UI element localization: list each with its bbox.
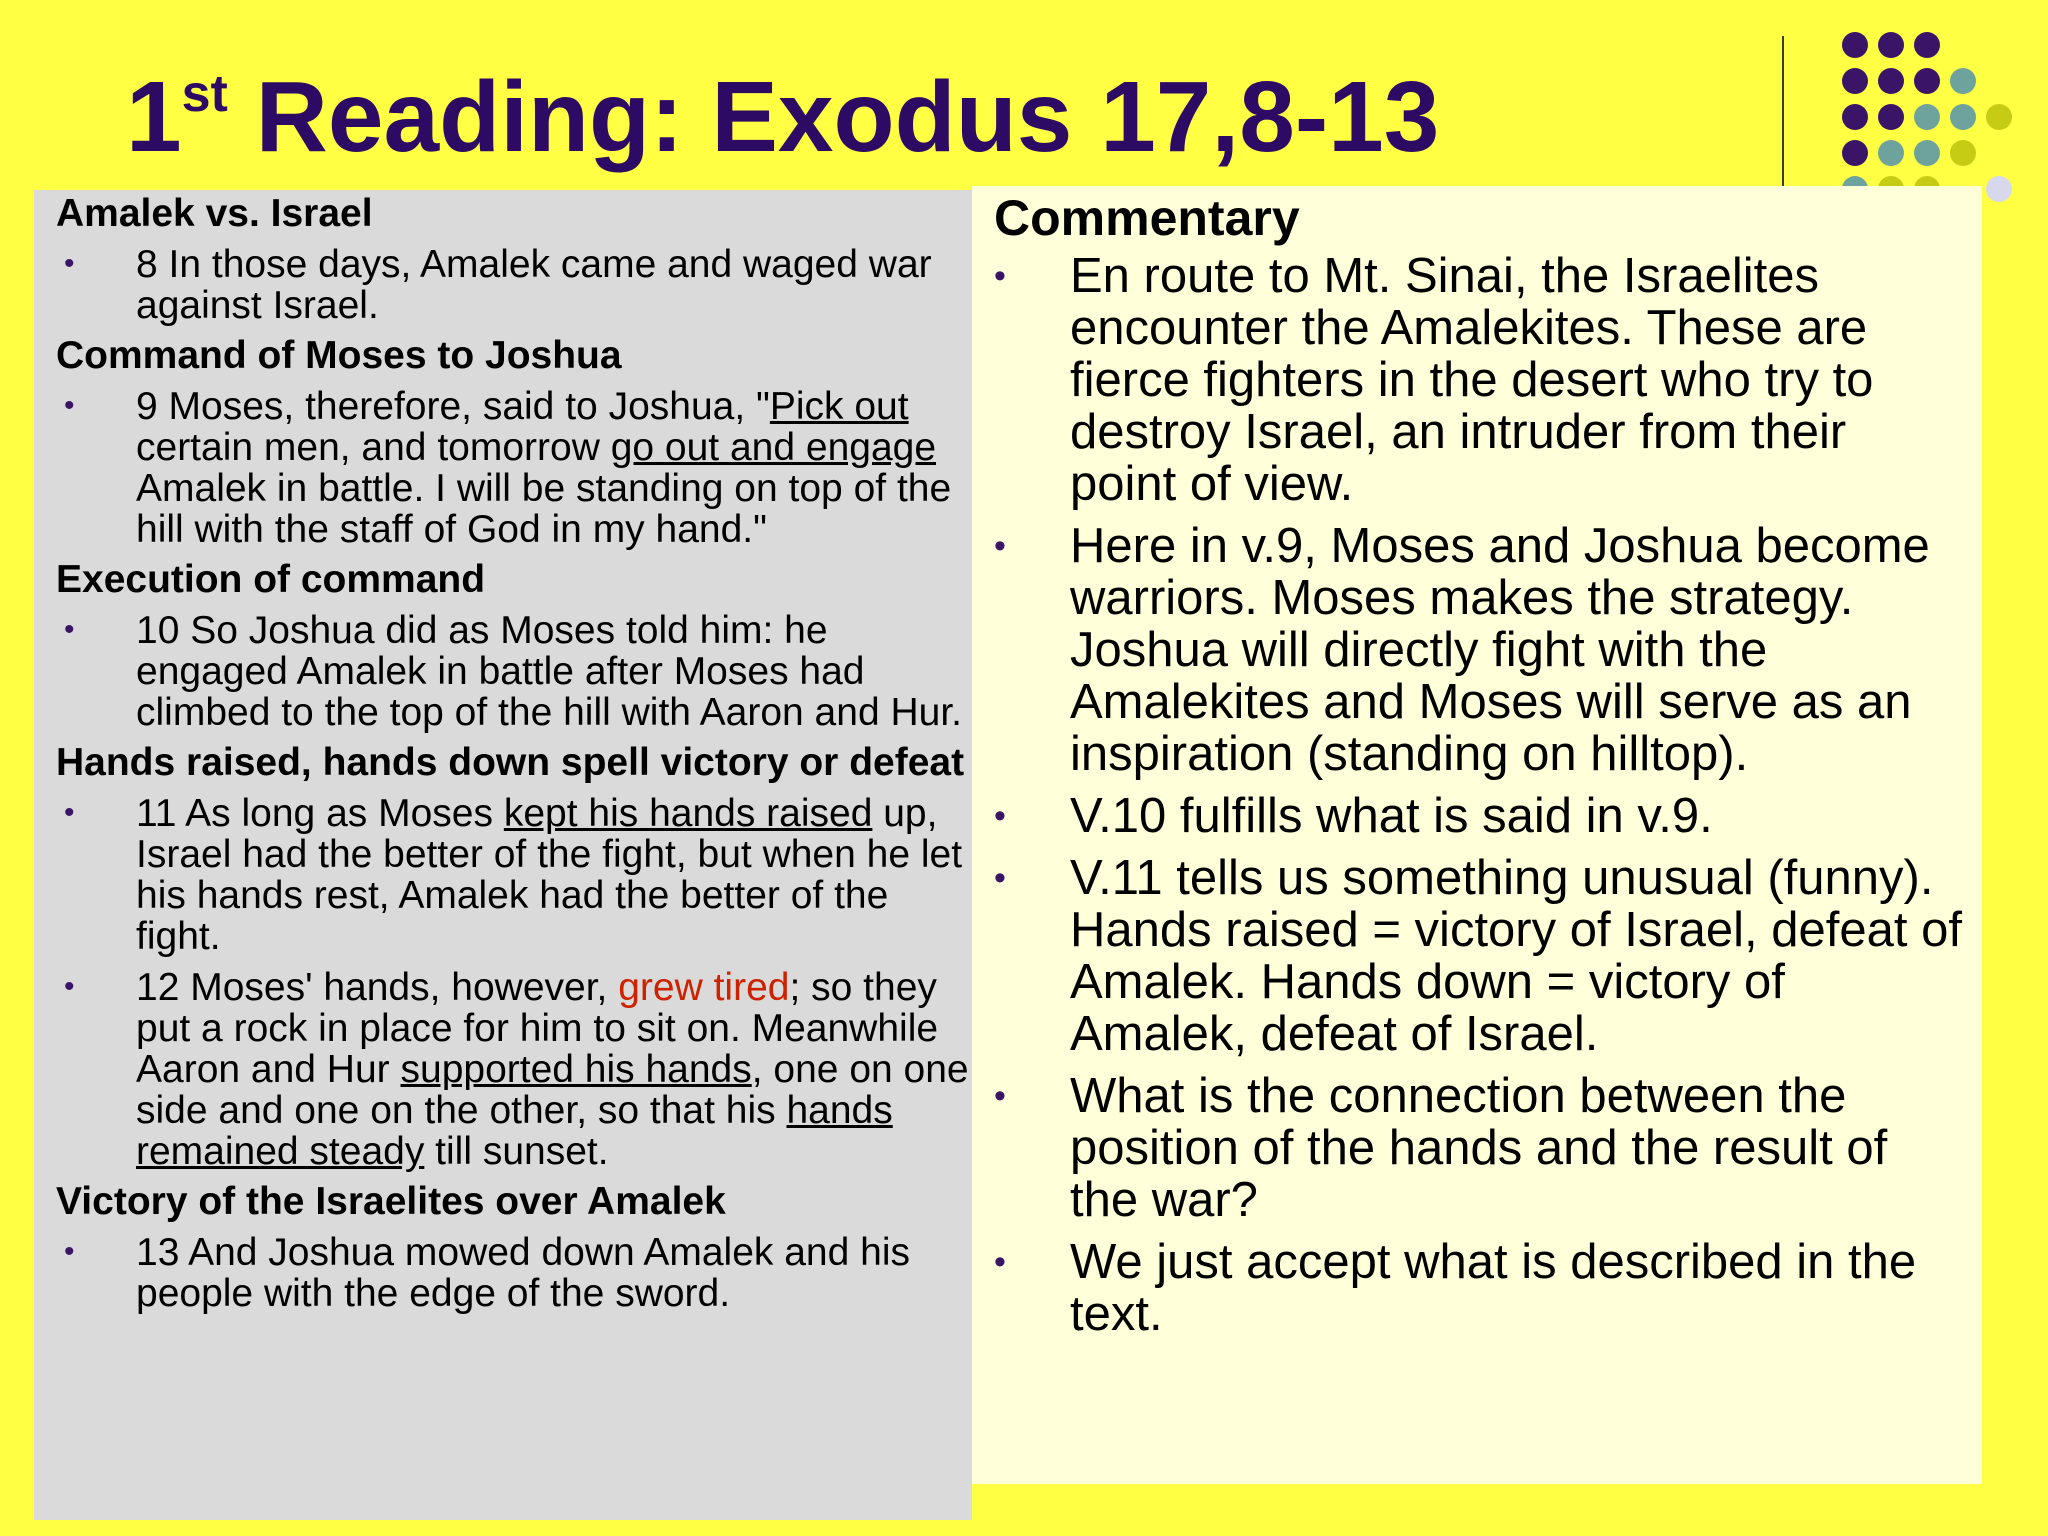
- commentary-text: We just accept what is described in the text.: [1070, 1235, 1917, 1341]
- commentary-text: En route to Mt. Sinai, the Israelites encounter the Amalekites. These are fierce fighters in the desert who try to destroy Israel, an intruder from their point of view.: [1070, 249, 1874, 511]
- commentary-text: V.10 fulfills what is said in v.9.: [1070, 789, 1713, 843]
- decorative-dot: [1914, 32, 1940, 58]
- decorative-dot: [1842, 68, 1868, 94]
- decorative-dot: [1842, 32, 1868, 58]
- underlined-phrase: go out and engage: [610, 426, 937, 469]
- bullet-icon: •: [994, 527, 1006, 565]
- verse-segment: Amalek in battle. I will be standing on top of the hill with the staff of God in my hand.": [136, 467, 952, 551]
- verse-segment: 10 So Joshua did as Moses told him: he engaged Amalek in battle after Moses had climbed to the top of the hill with Aaron and Hur.: [136, 609, 962, 734]
- verse-item: [56, 386, 972, 550]
- verse-text: [136, 1232, 972, 1314]
- decorative-dot: [1878, 32, 1904, 58]
- verse-segment: 8 In those days, Amalek came and waged war against Israel.: [136, 243, 932, 327]
- bullet-icon: •: [994, 1243, 1006, 1281]
- bullet-icon: •: [64, 970, 75, 1003]
- commentary-item: [994, 520, 1964, 780]
- commentary-heading: Commentary: [994, 190, 1300, 246]
- verse-item: [56, 1232, 972, 1314]
- decorative-dot: [1950, 140, 1976, 166]
- verse-text: [136, 967, 972, 1172]
- commentary-text: What is the connection between the position of the hands and the result of the war?: [1070, 1069, 1888, 1227]
- decorative-dot: [1878, 68, 1904, 94]
- underlined-phrase: Pick out: [769, 385, 909, 428]
- verse-segment: certain men, and tomorrow: [136, 426, 611, 469]
- bullet-icon: •: [994, 1077, 1006, 1115]
- decorative-dot: [1950, 68, 1976, 94]
- decorative-dot: [1986, 176, 2012, 202]
- decorative-dot: [1950, 104, 1976, 130]
- title-main: Reading: Exodus 17,8-13: [227, 61, 1440, 173]
- section-heading: Execution of command: [56, 558, 486, 601]
- section-heading: Hands raised, hands down spell victory or defeat: [56, 741, 965, 784]
- commentary-item: [994, 790, 1964, 842]
- decorative-dot: [1842, 140, 1868, 166]
- decorative-dot: [1914, 68, 1940, 94]
- decorative-dot: [1842, 104, 1868, 130]
- commentary-list: [994, 250, 1964, 1340]
- bullet-icon: •: [64, 1235, 75, 1268]
- verse-item: [56, 610, 972, 733]
- commentary-item: [994, 250, 1964, 510]
- underlined-phrase: hands remained steady: [136, 1089, 893, 1173]
- commentary-item: [994, 1070, 1964, 1226]
- title-divider-line: [1782, 36, 1784, 186]
- section-heading: Victory of the Israelites over Amalek: [56, 1180, 726, 1223]
- verse-text: [136, 386, 972, 550]
- bullet-icon: •: [64, 247, 75, 280]
- underlined-phrase: supported his hands: [400, 1048, 752, 1091]
- decorative-dot: [1986, 104, 2012, 130]
- slide-title: [126, 62, 1439, 172]
- verse-segment: up, Israel had the better of the fight, but when he let his hands rest, Amalek had the better of the fight.: [136, 792, 963, 958]
- scripture-panel: [34, 190, 972, 1520]
- verse-segment: , one on one side and one on the other, so that his: [136, 1048, 969, 1132]
- verse-segment: 13 And Joshua mowed down Amalek and his people with the edge of the sword.: [136, 1231, 911, 1315]
- section-heading: Command of Moses to Joshua: [56, 334, 622, 377]
- bullet-icon: •: [994, 797, 1006, 835]
- decorative-dot: [1878, 104, 1904, 130]
- bullet-icon: •: [64, 389, 75, 422]
- verse-item: [56, 793, 972, 957]
- section-heading: Amalek vs. Israel: [56, 192, 373, 235]
- title-prefix: 1: [126, 61, 182, 173]
- commentary-panel: [972, 186, 1982, 1484]
- commentary-text: Here in v.9, Moses and Joshua become warriors. Moses makes the strategy. Joshua will directly fight with the Amalekites and Moses will serve as an inspiration (standing on hilltop).: [1070, 519, 1930, 781]
- verse-segment: 9 Moses, therefore, said to Joshua, ": [136, 385, 770, 428]
- bullet-icon: •: [994, 257, 1006, 295]
- decorative-dot: [1914, 104, 1940, 130]
- verse-text: [136, 793, 972, 957]
- bullet-icon: •: [64, 796, 75, 829]
- verse-item: [56, 967, 972, 1172]
- commentary-text: V.11 tells us something unusual (funny). Hands raised = victory of Israel, defeat of Amalek. Hands down = victory of Amalek, defeat of Israel.: [1070, 851, 1962, 1061]
- underlined-phrase: kept his hands raised: [503, 792, 873, 835]
- bullet-icon: •: [64, 613, 75, 646]
- decorative-dot: [1878, 140, 1904, 166]
- bullet-icon: •: [994, 859, 1006, 897]
- verse-text: [136, 610, 972, 733]
- title-superscript: st: [181, 64, 228, 123]
- commentary-item: [994, 852, 1964, 1060]
- commentary-item: [994, 1236, 1964, 1340]
- verse-segment: ; so they put a rock in place for him to sit on. Meanwhile Aaron and Hur: [136, 966, 939, 1091]
- verse-text: [136, 244, 972, 326]
- verse-segment: till sunset.: [424, 1130, 609, 1173]
- verse-item: [56, 244, 972, 326]
- verse-segment: 11 As long as Moses: [136, 792, 504, 835]
- decorative-dot: [1914, 140, 1940, 166]
- verse-segment: 12 Moses' hands, however,: [136, 966, 619, 1009]
- highlighted-phrase: grew tired: [618, 966, 790, 1009]
